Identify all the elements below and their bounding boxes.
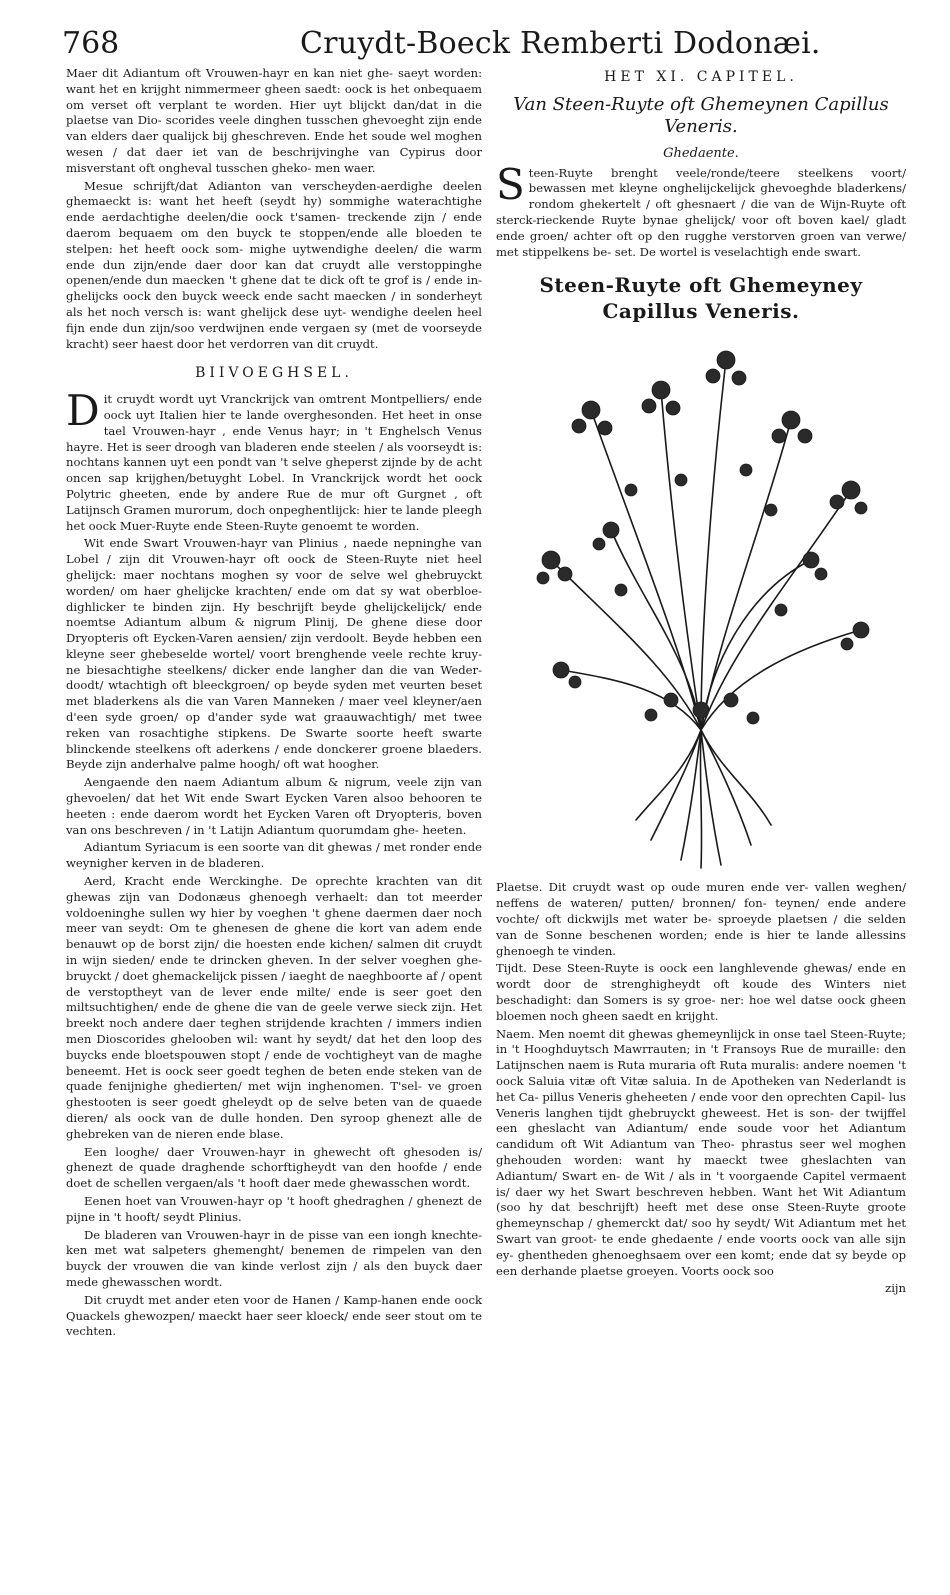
right-paragraph: Naem. Men noemt dit ghewas ghemeynlijck in onse tael Steen-Ruyte; in 't Hooghduytsch Mawrrauten; in 't Fransoys Rue de muraille: den Latijnschen naem is Ruta muraria oft Ruta muralis: andere noemen 't oock Saluia vitæ oft Vitæ saluia. In de Apotheken van Nederlandt is het Ca- pillus Veneris gheheeten / ende voor den oprechten Capil- lus Veneris langhen tijdt ghebruyckt gheweest. Het is son- der twijffel een gheslacht van Adiantum/ ende soude voor het Adiantum candidum oft Wit Adiantum van Theo- phrastus seer wel moghen ghehouden worden: want hy maeckt twee gheslachten van Adiantum/ Swart en- de Wit / als in 't voorgaende Capitel vermaent is/ daer wy het Swart beschreven hebben. Want het Wit Adiantum (soo hy dat beschrijft) heeft met dese onse Steen-Ruyte groote ghemeynschap / ghemerckt dat/ soo hy seydt/ Wit Adiantum met het Swart van groot- te ende ghedaente / ende voorts oock van alle sijn ey- ghentheden ghenoeghsaem over een komt; ende dat sy beyde op een derhande plaetse groeyen. Voorts oock soo (496, 1026, 906, 1278)
page-number: 768 (62, 26, 120, 61)
left-column (66, 66, 482, 1342)
intro-paragraph: Mesue schrijft/dat Adianton van verscheyden-aerdighe deelen ghemaeckt is: want het heeft (seydt hy) sommighe waterachtighe ende aerdachtighe deelen/die oock t'samen- treckende zijn / ende daerom bequaem om den buyck te stoppen/ende alle bloeden te stelpen: het heeft oock som- mighe uytwendighe deelen/ die warm ende dun zijn/ende daer door kan dat cruydt alle verstoppinghe openen/ende dun maecken 't ghene dat te dick oft te grof is / ende in- ghelijcks oock den buyck weeck ende sacht maecken / in sonderheyt als het noch versch is: want ghelijck dese uyt- wendighe deelen heel fijn ende dun zijn/soo verdwijnen ende vergaen sy (met de voorseyde kracht) seer haest door het verdorren van dit cruydt. (66, 178, 482, 351)
section-paragraph: Aengaende den naem Adiantum album & nigrum, veele zijn van ghevoelen/ dat het Wit ende Swart Eycken Varen alsoo behooren te heeten : ende daerom wordt het Eycken Varen oft Dryopteris, boven van ons beschreven / in 't Latijn Adiantum quorumdam ghe- heeten. (66, 775, 482, 837)
section-paragraph: Een looghe/ daer Vrouwen-hayr in ghewecht oft ghesoden is/ ghenezt de quade draghende schorftigheydt van den hoofde / ende doet de schellen vergaen/als 't hooft daer mede ghewasschen wordt. (66, 1144, 482, 1191)
section-paragraph: Adiantum Syriacum is een soorte van dit ghewas / met ronder ende weynigher kerven in de bladeren. (66, 840, 482, 871)
section-paragraph: Dit cruydt met ander eten voor de Hanen / Kamp-hanen ende oock Quackels ghewozpen/ maeckt haer seer kloeck/ ende seer stout om te vechten. (66, 1292, 482, 1339)
right-paragraph: Plaetse. Dit cruydt wast op oude muren ende ver- vallen weghen/ neffens de wateren/ putten/ bronnen/ fon- teynen/ ende andere vochte/ oft dickwijls met water be- sproeyde plaetsen / die selden van de Sonne beschenen worden; ende is hier te lande allessins ghenoegh te vinden. (496, 880, 906, 958)
section-heading: BIIVOEGHSEL. (195, 365, 353, 382)
figure-caption: Steen-Ruyte oft Ghemeyney Capillus Veneris. (539, 273, 863, 324)
section-paragraph: Wit ende Swart Vrouwen-hayr van Plinius , naede nepninghe van Lobel / zijn dit Vrouwen-hayr oft oock de Steen-Ruyte niet heel ghelijck: maer nochtans moghen sy voor de selve wel ghebruyckt worden/ om haer ghelijcke krachten/ ende om dat sy wat oberbloe- dighlicker te binden zijn. Hy beschrijft beyde ghelijckelijck/ ende noemtse Adiantum album & nigrum Plinij, De ghene diese door Dryopteris oft Eycken-Varen aensien/ zijn verdoolt. Beyde hebben een kleyne seer ghebeselde wortel/ voort brenghende veele rechte kruy- ne biesachtighe steelkens/ dicker ende langher dan die van Weder- doodt/ wtachtigh oft bleeckgroen/ op beyde syden met veurten beset met bladerkens als die van Varen Manneken / maer veel kleyner/aen d'een syde groen/ op d'ander syde wat graauwachtigh/ met twee reken van rosachtighe stipkens. De Swarte soorte heeft swarte blinckende steelkens oft aderkens / ende donckerer groene blaeders. Beyde zijn anderhalve palme hoogh/ oft wat hoogher. (66, 536, 482, 772)
plant-illustration (521, 330, 881, 870)
description-paragraph: Steen-Ruyte brenght veele/ronde/teere steelkens voort/ bewassen met kleyne onghelijckelijck ghevoeghde bladerkens/ rondom ghekertelt / oft ghesnaert / die van de Wijn-Ruyte oft sterck-rieckende Ruyte bynae ghelijck/ voor oft boven kael/ gladt ende groen/ achter oft op den rugghe verstorven groen van verwe/ met stippelkens be- set. De wortel is veselachtigh ende swart. (496, 159, 906, 259)
chapter-heading: HET XI. CAPITEL. (604, 69, 798, 85)
section-paragraph: Dit cruydt wordt uyt Vranckrijck van omtrent Montpelliers/ ende oock uyt Italien hier te lande overghesonden. Het heet in onse tael Vrouwen-hayr , ende Venus hayr; in 't Enghelsch Venus hayre. Het is seer droogh van bladeren ende steelen / als voorseydt is: nochtans kannen uyt een pondt van 't selve gheperst zijnde by de acht oncen sap krijghen/betuyght Lobel. In Vranckrijck wordt het oock Polytric gheeten, ende by andere Rue de mur oft Gurgnet , oft Latijnsch Gramen murorum, doch onpeghentlijck: hier te lande pleegh het oock Muer-Ruyte ende Steen-Ruyte genoemt te worden. (66, 386, 482, 533)
section-paragraph: De bladeren van Vrouwen-hayr in de pisse van een iongh knechte- ken met wat salpeters ghemenght/ benemen de rimpelen van den buyck der vrouwen die van kinde verlost zijn / als den buyck daer mede ghewasschen wordt. (66, 1227, 482, 1289)
page-header (0, 14, 950, 64)
section-paragraph: Eenen hoet van Vrouwen-hayr op 't hooft ghedraghen / ghenezt de pijne in 't hooft/ seydt Plinius. (66, 1193, 482, 1224)
intro-paragraph: Maer dit Adiantum oft Vrouwen-hayr en kan niet ghe- saeyt worden: want het en krijght nimmermeer gheen saedt: oock is het onbequaem om verset oft verplant te worden. Hier uyt blijckt dan/dat in die plaetse van Dio- scorides veele dinghen tusschen ghevoeght zijn ende van elders daer qualijck bij gheschreven. Ende het soude wel moghen wesen / dat daer iet van de beschrijvinghe van Cypirus door misverstant oft ongheval tusschen gheko- men waer. (66, 66, 482, 175)
running-title: Cruydt-Boeck Remberti Dodonæi. (300, 26, 821, 61)
right-paragraph: Tijdt. Dese Steen-Ruyte is oock een langhlevende ghewas/ ende en wordt door de strenghigheydt oft koude des Winters niet beschadight: dan Somers is sy groe- ner: hoe wel datse oock gheen bloemen noch gheen saedt en krijght. (496, 961, 906, 1023)
right-column (496, 66, 906, 1299)
chapter-title: Van Steen-Ruyte oft Ghemeynen Capillus Veneris. (513, 93, 889, 137)
catchword: zijn (885, 1281, 906, 1296)
section-paragraph: Aerd, Kracht ende Werckinghe. De oprechte krachten van dit ghewas zijn van Dodonæus ghenoegh verhaelt: dan tot meerder voldoeninghe sullen wy hier by voeghen 't ghene daermen daer noch meer van seydt: Om te ghenesen de ghene die kort van adem ende benauwt op de borst zijn/ die hoesten ende kichen/ salmen dit cruydt in wijn sieden/ ende te drincken gheven. In der selver voeghen ghe- bruyckt / doet ghemackelijck pissen / iaeght de naeghboorte af / opent de verstoptheyt van de lever ende milte/ ende is seer goet den miltsuchtighen/ ende de ghene die van de geele verwe sieck zijn. Het breekt noch andere daer teghen strijdende krachten / immers indien men Dioscorides ghelooben wil: want hy seydt/ dat het den loop des buycks ende bloetspouwen stopt / ende de vochtigheyt van de maghe beneemt. Het is oock seer goedt teghen de beten ende steken van de quade fenijnighe ghedierten/ met wijn inghenomen. T'sel- ve groen ghestooten is seer goedt gheleydt op de selve beten van de quaede dieren/ als oock van de dulle honden. Den syroop ghenezt alle de ghebreken van de nieren ende blase. (66, 874, 482, 1141)
subheading: Ghedaente. (663, 145, 739, 161)
